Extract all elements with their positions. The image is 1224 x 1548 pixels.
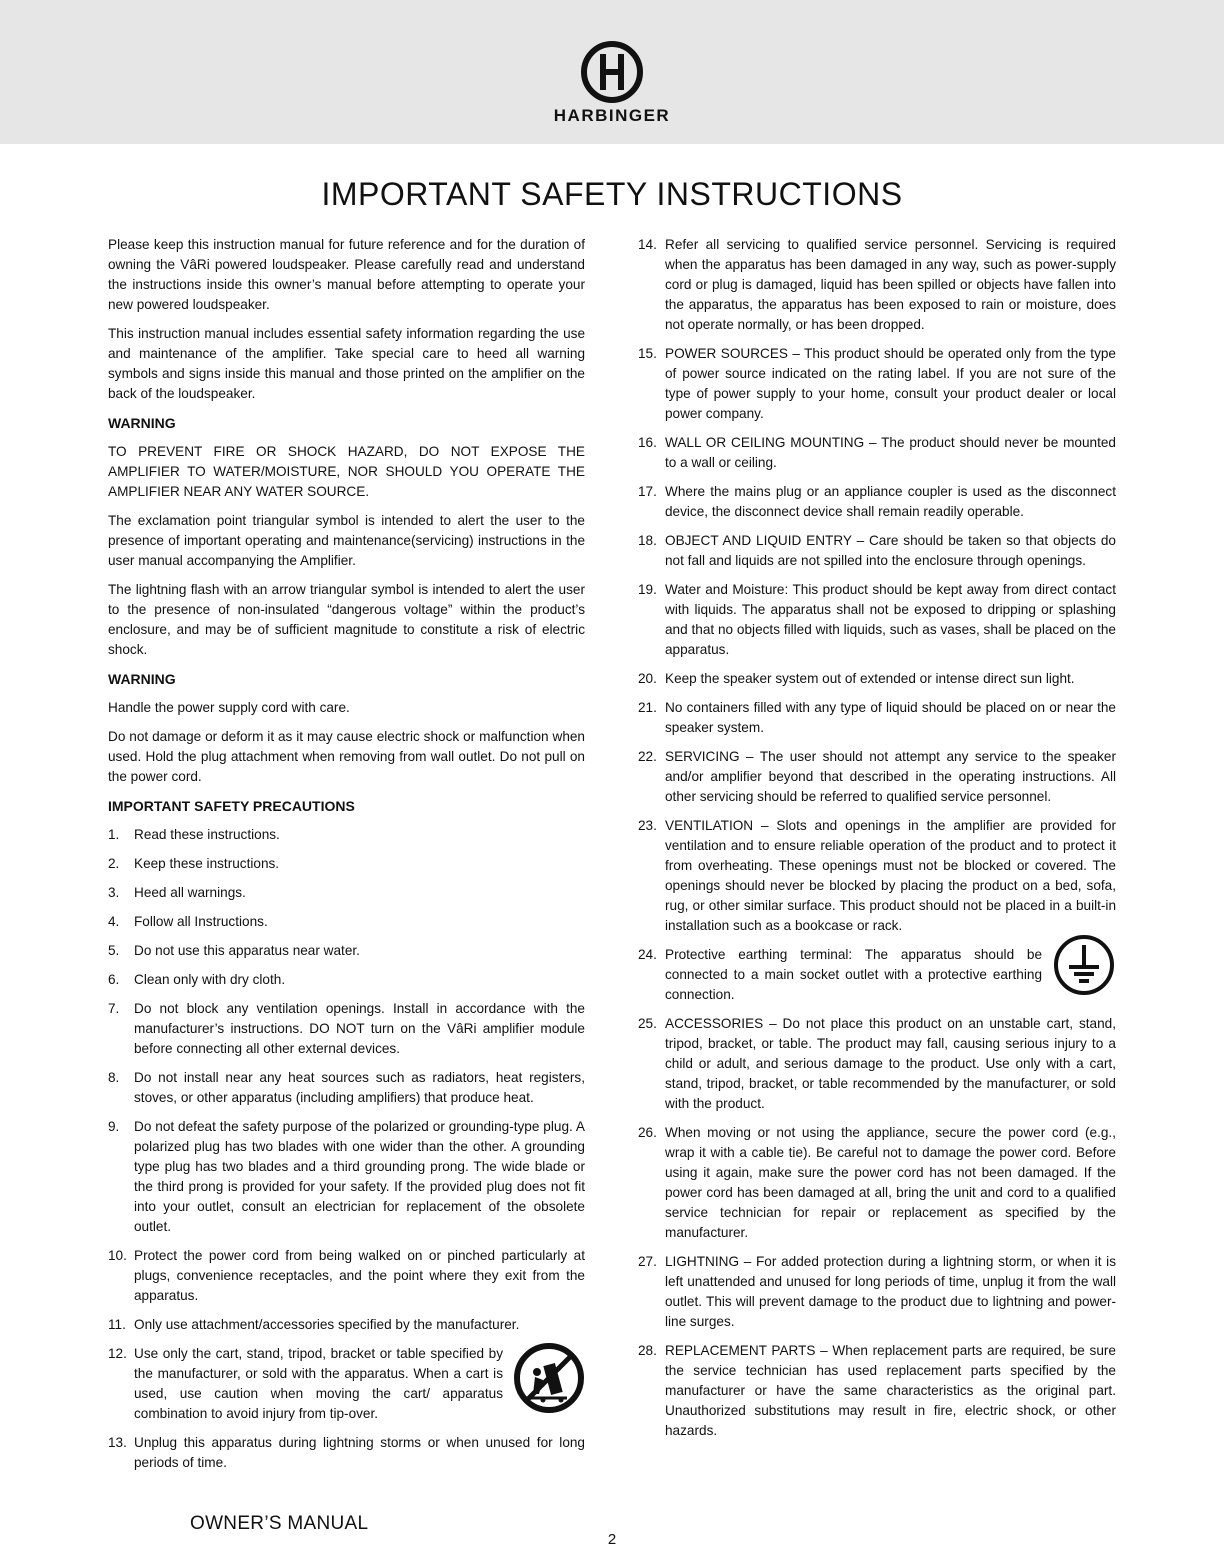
item-number: 21. bbox=[638, 700, 657, 715]
list-item bbox=[108, 1433, 585, 1473]
item-text: Only use attachment/accessories specified by the manufacturer. bbox=[134, 1317, 520, 1332]
item-text: Where the mains plug or an appliance coupler is used as the disconnect device, the disconnect device shall remain readily operable. bbox=[665, 484, 1116, 519]
list-item bbox=[638, 698, 1116, 738]
list-item bbox=[638, 945, 1116, 1005]
item-number: 27. bbox=[638, 1254, 657, 1269]
list-item bbox=[108, 912, 585, 932]
item-text: Water and Moisture: This product should be kept away from direct contact with liquids. The apparatus shall not be exposed to dripping or splashing and that no objects filled with liquids, such as vases, shall be placed on the apparatus. bbox=[665, 582, 1116, 657]
item-number: 10. bbox=[108, 1248, 127, 1263]
item-number: 5. bbox=[108, 943, 120, 958]
item-number: 25. bbox=[638, 1016, 657, 1031]
item-number: 23. bbox=[638, 818, 657, 833]
list-item bbox=[108, 854, 585, 874]
item-text: Keep these instructions. bbox=[134, 856, 280, 871]
cart-tip-over-warning-icon bbox=[513, 1342, 585, 1414]
list-item bbox=[108, 1315, 585, 1335]
item-text: When moving or not using the appliance, secure the power cord (e.g., wrap it with a cable tie). Be careful not to damage the power cord. Before using it again, make sure the power cord has not been damaged. If the power cord has been damaged at all, bring the unit and cord to a qualified service technician for repair or replacement as specified by the manufacturer. bbox=[665, 1125, 1116, 1240]
list-item bbox=[638, 669, 1116, 689]
item-text: Use only the cart, stand, tripod, bracket or table specified by the manufacturer, or sold with the apparatus. When a cart is used, use caution when moving the cart/ apparatus combination to avoid injury from tip-over. bbox=[134, 1346, 503, 1421]
list-item bbox=[108, 941, 585, 961]
item-number: 4. bbox=[108, 914, 120, 929]
item-number: 19. bbox=[638, 582, 657, 597]
item-text: Do not install near any heat sources such as radiators, heat registers, stoves, or other apparatus (including amplifiers) that produce heat. bbox=[134, 1070, 585, 1105]
item-number: 2. bbox=[108, 856, 120, 871]
item-number: 17. bbox=[638, 484, 657, 499]
item-text: Keep the speaker system out of extended or intense direct sun light. bbox=[665, 671, 1075, 686]
item-number: 11. bbox=[108, 1317, 126, 1332]
item-number: 22. bbox=[638, 749, 657, 764]
precautions-heading: IMPORTANT SAFETY PRECAUTIONS bbox=[108, 798, 355, 814]
list-item bbox=[638, 1341, 1116, 1441]
item-number: 13. bbox=[108, 1435, 127, 1450]
item-number: 14. bbox=[638, 237, 657, 252]
list-item bbox=[638, 580, 1116, 660]
protective-earth-icon bbox=[1052, 933, 1116, 997]
item-text: Heed all warnings. bbox=[134, 885, 246, 900]
list-item bbox=[108, 1246, 585, 1306]
cord-care-text: Handle the power supply cord with care. bbox=[108, 700, 350, 715]
precautions-list bbox=[108, 825, 585, 1473]
precautions-list-continued bbox=[638, 235, 1116, 1441]
item-number: 28. bbox=[638, 1343, 657, 1358]
list-item bbox=[108, 883, 585, 903]
item-text: LIGHTNING – For added protection during a lightning storm, or when it is left unattended and unused for long periods of time, unplug it from the wall outlet. This will prevent damage to the product due to lightning and power-line surges. bbox=[665, 1254, 1116, 1329]
item-text: SERVICING – The user should not attempt any service to the speaker and/or amplifier beyond that described in the operating instructions. All other servicing should be referred to qualified service personnel. bbox=[665, 749, 1116, 804]
item-text: Do not block any ventilation openings. Install in accordance with the manufacturer’s instructions. DO NOT turn on the VâRi amplifier module before connecting all other external devices. bbox=[134, 1001, 585, 1056]
intro-paragraph: Please keep this instruction manual for future reference and for the duration of owning the VâRi powered loudspeaker. Please carefully read and understand the instructions inside this owner’s manual before attempting to operate your new powered loudspeaker. bbox=[108, 237, 585, 312]
left-column bbox=[108, 235, 585, 1482]
item-number: 1. bbox=[108, 827, 120, 842]
item-text: Protect the power cord from being walked on or pinched particularly at plugs, convenience receptacles, and the point where they exit from the apparatus. bbox=[134, 1248, 585, 1303]
item-text: Protective earthing terminal: The apparatus should be connected to a main socket outlet with a protective earthing connection. bbox=[665, 947, 1042, 1002]
list-item bbox=[108, 999, 585, 1059]
warning-text: TO PREVENT FIRE OR SHOCK HAZARD, DO NOT EXPOSE THE AMPLIFIER TO WATER/MOISTURE, NOR SHOULD YOU OPERATE THE AMPLIFIER NEAR ANY WATER SOURCE. bbox=[108, 444, 585, 499]
header-band bbox=[0, 0, 1224, 144]
warning-heading: WARNING bbox=[108, 415, 176, 431]
lightning-symbol-text: The lightning flash with an arrow triangular symbol is intended to alert the user to the presence of non-insulated “dangerous voltage” within the product’s enclosure, and may be of sufficient magnitude to constitute a risk of electric shock. bbox=[108, 582, 585, 657]
page-number: 2 bbox=[607, 1531, 617, 1548]
item-text: Refer all servicing to qualified service personnel. Servicing is required when the apparatus has been damaged in any way, such as power-supply cord or plug is damaged, liquid has been spilled or objects have fallen into the apparatus, the apparatus has been exposed to rain or moisture, does not operate normally, or has been dropped. bbox=[665, 237, 1116, 332]
list-item bbox=[638, 816, 1116, 936]
item-number: 7. bbox=[108, 1001, 120, 1016]
list-item bbox=[638, 482, 1116, 522]
list-item bbox=[638, 344, 1116, 424]
list-item bbox=[638, 531, 1116, 571]
item-text: WALL OR CEILING MOUNTING – The product should never be mounted to a wall or ceiling. bbox=[665, 435, 1116, 470]
list-item bbox=[108, 1117, 585, 1237]
footer-label: OWNER’S MANUAL bbox=[190, 1513, 369, 1534]
item-text: POWER SOURCES – This product should be operated only from the type of power source indicated on the rating label. If you are not sure of the type of power supply to your home, consult your product dealer or local power company. bbox=[665, 346, 1116, 421]
warning-heading: WARNING bbox=[108, 671, 176, 687]
list-item bbox=[108, 825, 585, 845]
harbinger-logo-icon bbox=[580, 40, 644, 104]
item-number: 12. bbox=[108, 1346, 127, 1361]
cord-damage-text: Do not damage or deform it as it may cause electric shock or malfunction when used. Hold the plug attachment when removing from wall outlet. Do not pull on the power cord. bbox=[108, 729, 585, 784]
item-number: 9. bbox=[108, 1119, 120, 1134]
right-column bbox=[638, 235, 1116, 1450]
list-item bbox=[108, 1068, 585, 1108]
item-text: REPLACEMENT PARTS – When replacement parts are required, be sure the service technician has used replacement parts specified by the manufacturer or have the same characteristics as the original part. Unauthorized substitutions may result in fire, electric shock, or other hazards. bbox=[665, 1343, 1116, 1438]
item-number: 24. bbox=[638, 947, 657, 962]
item-text: Do not use this apparatus near water. bbox=[134, 943, 360, 958]
list-item bbox=[638, 433, 1116, 473]
list-item bbox=[638, 235, 1116, 335]
exclamation-symbol-text: The exclamation point triangular symbol is intended to alert the user to the presence of important operating and maintenance(servicing) instructions in the user manual accompanying the Amplifier. bbox=[108, 513, 585, 568]
item-number: 6. bbox=[108, 972, 120, 987]
item-text: ACCESSORIES – Do not place this product on an unstable cart, stand, tripod, bracket, or table. The product may fall, causing serious injury to a child or adult, and serious damage to the product. Use only with a cart, stand, tripod, bracket, or table recommended by the manufacturer, or sold with the product. bbox=[665, 1016, 1116, 1111]
list-item bbox=[638, 1123, 1116, 1243]
item-number: 3. bbox=[108, 885, 120, 900]
item-number: 26. bbox=[638, 1125, 657, 1140]
item-text: No containers filled with any type of liquid should be placed on or near the speaker system. bbox=[665, 700, 1116, 735]
item-number: 8. bbox=[108, 1070, 120, 1085]
intro-paragraph: This instruction manual includes essential safety information regarding the use and maintenance of the amplifier. Take special care to heed all warning symbols and signs inside this manual and those printed on the amplifier on the back of the loudspeaker. bbox=[108, 326, 585, 401]
item-number: 15. bbox=[638, 346, 657, 361]
list-item bbox=[638, 1252, 1116, 1332]
item-text: VENTILATION – Slots and openings in the amplifier are provided for ventilation and to ensure reliable operation of the product and to protect it from overheating. These openings must not be blocked or covered. The openings should never be blocked by placing the product on a bed, sofa, rug, or other similar surface. This product should not be placed in a built-in installation such as a bookcase or rack. bbox=[665, 818, 1116, 933]
item-number: 18. bbox=[638, 533, 657, 548]
item-text: Read these instructions. bbox=[134, 827, 280, 842]
list-item bbox=[638, 1014, 1116, 1114]
item-text: Follow all Instructions. bbox=[134, 914, 268, 929]
list-item bbox=[638, 747, 1116, 807]
list-item bbox=[108, 1344, 585, 1424]
item-text: Unplug this apparatus during lightning storms or when unused for long periods of time. bbox=[134, 1435, 585, 1470]
item-text: Clean only with dry cloth. bbox=[134, 972, 286, 987]
item-text: Do not defeat the safety purpose of the polarized or grounding-type plug. A polarized plug has two blades with one wider than the other. A grounding type plug has two blades and a third grounding prong. The wide blade or the third prong is provided for your safety. If the provided plug does not fit into your outlet, consult an electrician for replacement of the obsolete outlet. bbox=[134, 1119, 585, 1234]
item-number: 16. bbox=[638, 435, 657, 450]
list-item bbox=[108, 970, 585, 990]
page-title: IMPORTANT SAFETY INSTRUCTIONS bbox=[321, 176, 903, 212]
item-number: 20. bbox=[638, 671, 657, 686]
item-text: OBJECT AND LIQUID ENTRY – Care should be taken so that objects do not fall and liquids are not spilled into the enclosure through openings. bbox=[665, 533, 1116, 568]
brand-name: HARBINGER bbox=[553, 106, 671, 125]
